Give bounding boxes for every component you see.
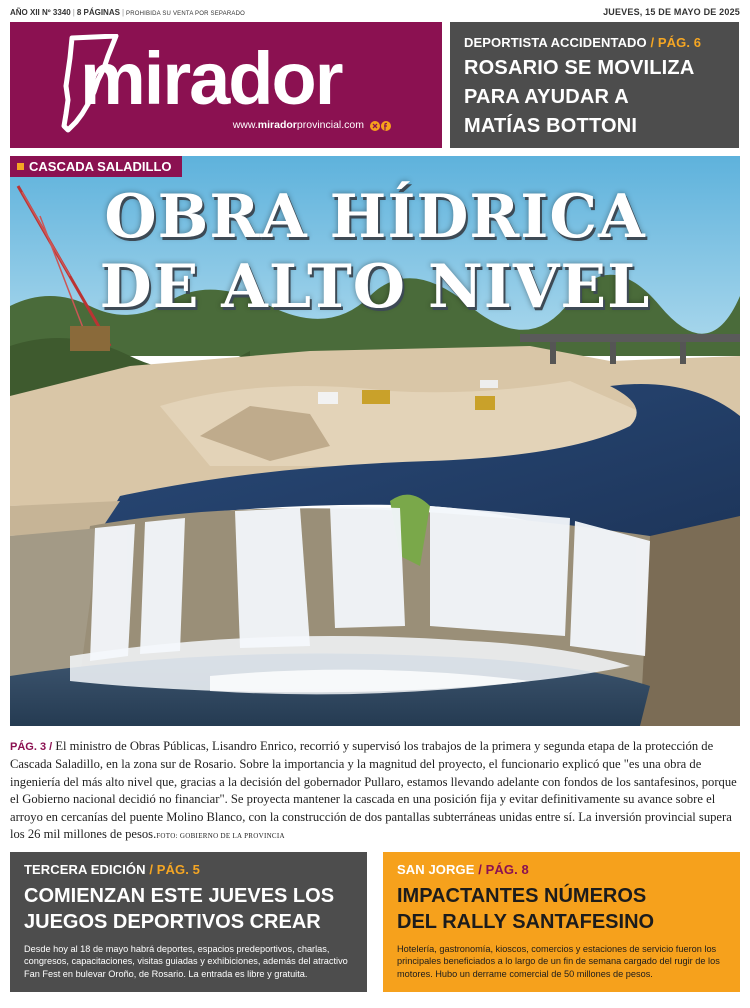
top-info-bar <box>10 6 740 20</box>
issue-date: JUEVES, 15 DE MAYO DE 2025 <box>603 7 740 17</box>
teaser-deportista[interactable] <box>450 22 739 148</box>
box-right-body: Hotelería, gastronomía, kioscos, comercios y estaciones de servicio fueron los principales beneficiados a lo largo de un fin de semana cargado del rugir de los motores. Hubo un derrame comercial de 50 millones de pesos. <box>397 944 720 979</box>
page-count: 8 PÁGINAS <box>76 8 120 17</box>
box-left-headline: COMIENZAN ESTE JUEVES LOS JUEGOS DEPORTIVOS CREAR <box>24 885 335 933</box>
issue-number: AÑO XII Nº 3340 <box>10 8 71 17</box>
box-left-kicker: TERCERA EDICIÓN / PÁG. 5 <box>24 862 201 877</box>
section-tag[interactable]: CASCADA SALADILLO <box>10 156 182 177</box>
social-icons[interactable] <box>370 120 392 132</box>
lead-paragraph <box>10 738 740 845</box>
box-right-headline: IMPACTANTES NÚMEROS DEL RALLY SANTAFESINO <box>397 885 655 933</box>
teaser-kicker: DEPORTISTA ACCIDENTADO / PÁG. 6 <box>464 35 702 50</box>
lead-page-ref: PÁG. 3 / <box>10 741 53 753</box>
main-headline[interactable]: OBRA HÍDRICA DE ALTO NIVEL <box>99 182 651 322</box>
masthead <box>10 22 442 148</box>
box-left-body: Desde hoy al 18 de mayo habrá deportes, espacios predeportivos, charlas, congresos, capacitaciones, visitas guiadas y exhibiciones, además del atractivo Fan Fest en bulevar Oroño, de Rosario. La entrada es libre y gratuita. <box>24 944 348 979</box>
teaser-juegos-crear[interactable] <box>10 852 367 992</box>
teaser-rally[interactable] <box>383 852 740 992</box>
website-url[interactable]: www.miradorprovincial.com <box>232 119 364 131</box>
box-right-kicker: SAN JORGE / PÁG. 8 <box>397 862 529 877</box>
issue-info: AÑO XII Nº 3340 | 8 PÁGINAS | PROHIBIDA SU VENTA POR SEPARADO <box>10 8 246 17</box>
sale-notice: PROHIBIDA SU VENTA POR SEPARADO <box>126 11 246 17</box>
lead-text: El ministro de Obras Públicas, Lisandro Enrico, recorrió y supervisó los trabajos de la primera y segunda etapa de la protección de Cascada Saladillo, en la zona sur de Rosario. Sobre la importancia y la magnitud del proyecto, el funcionario explicó que "es una obra de ingeniería del más alto nivel que, gracias a la decisión del gobernador Pullaro, estamos llevando adelante con fondos de los santafesinos, porque el Gobierno nacional decidió no financiar". Se proyecta mantener la cascada en una posición fija y evitar definitivamente su avance sobre el arroyo en cercanías del puente Molino Blanco, con la construcción de dos pantallas subterráneas unidas entre sí. La inversión provincial supera los 26 mil millones de pesos. <box>10 739 737 842</box>
masthead-logo: mirador <box>80 37 342 120</box>
photo-credit: FOTO: GOBIERNO DE LA PROVINCIA <box>156 832 285 841</box>
teaser-headline: ROSARIO SE MOVILIZA PARA AYUDAR A MATÍAS BOTTONI <box>464 57 695 137</box>
